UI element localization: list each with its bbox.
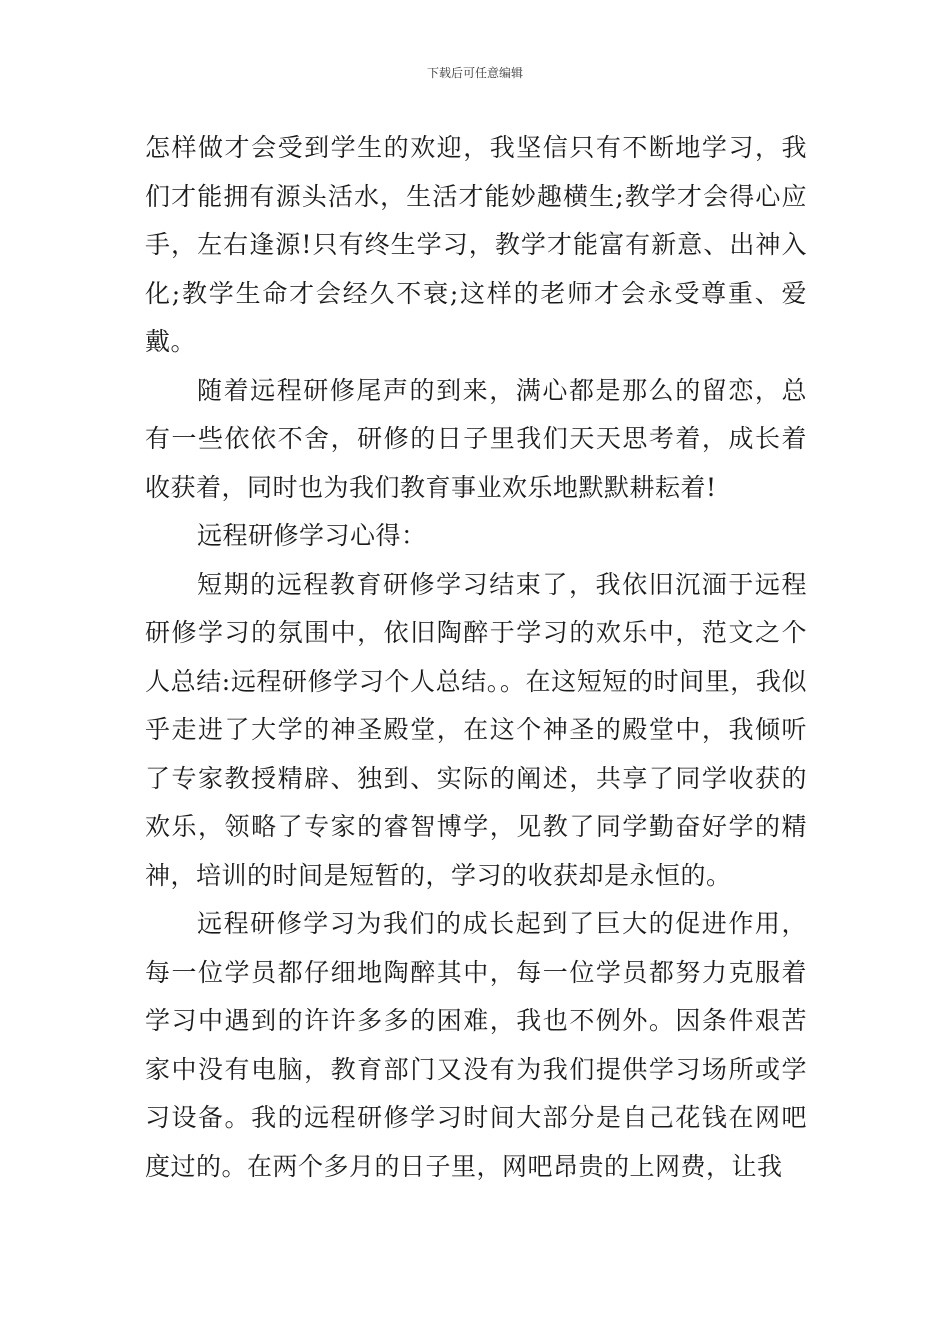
section-heading: 远程研修学习心得： [197,521,427,550]
document-body [145,124,807,1191]
page-header: 下载后可任意编辑 [426,66,523,80]
paragraph-experience: 远程研修学习为我们的成长起到了巨大的促进作用，每一位学员都仔细地陶醉其中，每一位学员都努力克服着学习中遇到的许许多多的困难，我也不例外。因条件艰苦家中没有电脑，教育部门又没有为我们提供学习场所或学习设备。我的远程研修学习时间大部分是自己花钱在网吧度过的。在两个多月的日子里，网吧昂贵的上网费，让我 [145,909,807,1181]
paragraph-closing: 随着远程研修尾声的到来，满心都是那么的留恋，总有一些依依不舍，研修的日子里我们天天思考着，成长着收获着，同时也为我们教育事业欢乐地默默耕耘着! [145,375,807,502]
paragraph-intro: 短期的远程教育研修学习结束了，我依旧沉湎于远程研修学习的氛围中，依旧陶醉于学习的欢乐中，范文之个人总结:远程研修学习个人总结。。在这短短的时间里，我似乎走进了大学的神圣殿堂，在这个神圣的殿堂中，我倾听了专家教授精辟、独到、实际的阐述，共享了同学收获的欢乐，领略了专家的睿智博学，见教了同学勤奋好学的精神，培训的时间是短暂的，学习的收获却是永恒的。 [145,569,807,890]
paragraph-continuation: 怎样做才会受到学生的欢迎，我坚信只有不断地学习，我们才能拥有源头活水，生活才能妙趣横生;教学才会得心应手，左右逢源!只有终生学习，教学才能富有新意、出神入化;教学生命才会经久不衰;这样的老师才会永受尊重、爱戴。 [145,133,807,356]
